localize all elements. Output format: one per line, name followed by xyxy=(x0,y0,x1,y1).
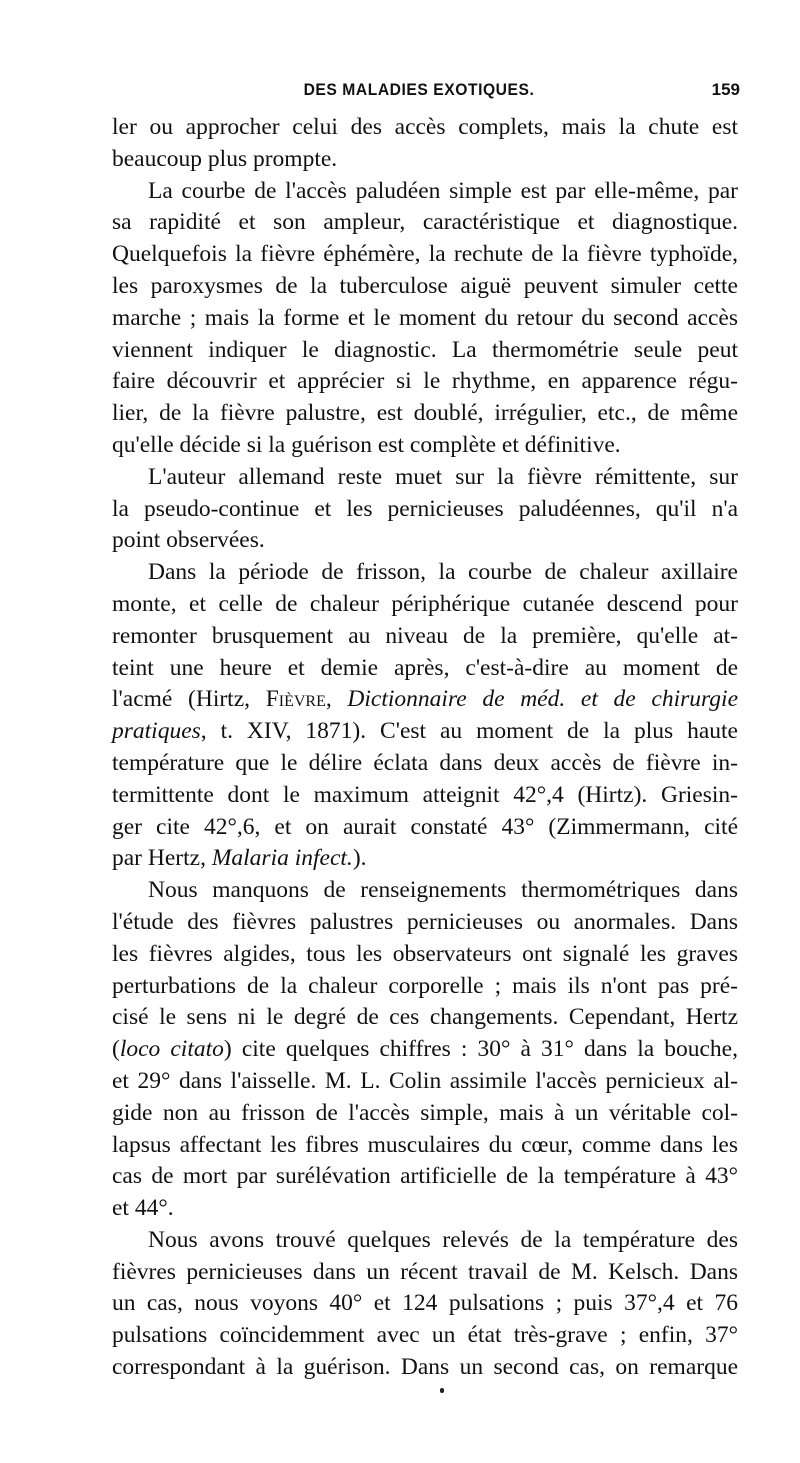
text-line: température que le délire éclata dans deux accès de fièvre in- xyxy=(112,749,738,776)
text-line: faire découvrir et apprécier si le rhythme, en apparence régu- xyxy=(112,368,738,395)
text-line: teint une heure et demie après, c'est-à-dire au moment de xyxy=(112,654,738,681)
text-line: Dans la période de frisson, la courbe de chaleur axillaire xyxy=(148,559,738,586)
body-text xyxy=(112,112,738,1384)
text-run: par Hertz, xyxy=(112,845,212,872)
text-line: les fièvres algides, tous les observateurs ont signalé les graves xyxy=(112,940,738,967)
text-line: fièvres pernicieuses dans un récent travail de M. Kelsch. Dans xyxy=(112,1258,738,1285)
text-line: ler ou approcher celui des accès complets, mais la chute est xyxy=(112,114,738,140)
text-run: , xyxy=(325,686,348,713)
text-line: perturbations de la chaleur corporelle ; mais ils n'ont pas pré- xyxy=(112,972,738,999)
ink-dot xyxy=(440,1388,444,1393)
text-run: , t. XIV, 1871). C'est au moment de la plus haute xyxy=(200,718,738,745)
text-line: pulsations coïncidemment avec un état très-grave ; enfin, 37° xyxy=(112,1322,738,1349)
text-line: la pseudo-continue et les pernicieuses paludéennes, qu'il n'a xyxy=(112,495,738,522)
text-run: ) cite quelques chiffres : 30° à 31° dans la bouche, xyxy=(223,1036,738,1063)
text-line: Nous avons trouvé quelques relevés de la température des xyxy=(148,1226,738,1253)
italic-run: Dictionnaire de méd. et de chirurgie xyxy=(347,686,738,713)
text-line: les paroxysmes de la tuberculose aiguë peuvent simuler cette xyxy=(112,272,738,299)
text-line: point observées. xyxy=(112,527,265,554)
text-line: l'étude des fièvres palustres pernicieuses ou anormales. Dans xyxy=(112,908,738,935)
text-line: beaucoup plus prompte. xyxy=(112,145,338,172)
text-line: correspondant à la guérison. Dans un second cas, on remarque xyxy=(112,1354,738,1381)
text-line: et 29° dans l'aisselle. M. L. Colin assimile l'accès pernicieux al- xyxy=(112,1067,738,1094)
text-line: qu'elle décide si la guérison est complète et définitive. xyxy=(112,431,621,458)
text-line: ger cite 42°,6, et on aurait constaté 43° (Zimmermann, cité xyxy=(112,813,738,840)
running-head xyxy=(98,80,740,110)
text-line: remonter brusquement au niveau de la première, qu'elle at- xyxy=(112,622,738,649)
text-line-mixed xyxy=(112,716,738,748)
text-line-mixed xyxy=(112,684,738,716)
text-line: lier, de la fièvre palustre, est doublé, irrégulier, etc., de même xyxy=(112,400,738,427)
text-line: monte, et celle de chaleur périphérique cutanée descend pour xyxy=(112,590,738,617)
text-line-mixed xyxy=(112,843,738,875)
text-line: sa rapidité et son ampleur, caractéristique et diagnostique. xyxy=(112,209,738,236)
text-line: lapsus affectant les fibres musculaires du cœur, comme dans les xyxy=(112,1131,738,1158)
text-line-mixed xyxy=(112,1034,738,1066)
italic-run: loco citato xyxy=(119,1036,224,1063)
text-run: ). xyxy=(352,845,367,872)
text-run: l'acmé (Hirtz, xyxy=(112,686,266,713)
text-line: cas de mort par surélévation artificielle de la température à 43° xyxy=(112,1163,738,1190)
text-line: marche ; mais la forme et le moment du retour du second accès xyxy=(112,304,738,331)
text-line: et 44°. xyxy=(112,1195,174,1222)
text-line: L'auteur allemand reste muet sur la fièvre rémittente, sur xyxy=(148,463,738,490)
text-line: La courbe de l'accès paludéen simple est par elle-même, par xyxy=(148,177,738,204)
text-line: gide non au frisson de l'accès simple, mais à un véritable col- xyxy=(112,1099,738,1126)
text-line: un cas, nous voyons 40° et 124 pulsations ; puis 37°,4 et 76 xyxy=(112,1290,738,1317)
italic-run: Malaria infect. xyxy=(211,845,353,872)
text-line: termittente dont le maximum atteignit 42°,4 (Hirtz). Griesin- xyxy=(112,781,738,808)
text-line: Nous manquons de renseignements thermométriques dans xyxy=(148,877,738,904)
italic-run: pratiques xyxy=(112,718,201,745)
text-line: cisé le sens ni le degré de ces changements. Cependant, Hertz xyxy=(112,1004,738,1031)
running-title: DES MALADIES EXOTIQUES. xyxy=(303,80,535,99)
text-line: viennent indiquer le diagnostic. La thermométrie seule peut xyxy=(112,336,738,363)
small-caps-run: Fièvre xyxy=(265,686,326,713)
page-number: 159 xyxy=(711,80,740,99)
text-line: Quelquefois la fièvre éphémère, la rechute de la fièvre typhoïde, xyxy=(112,241,738,268)
text-run: ( xyxy=(112,1036,120,1063)
